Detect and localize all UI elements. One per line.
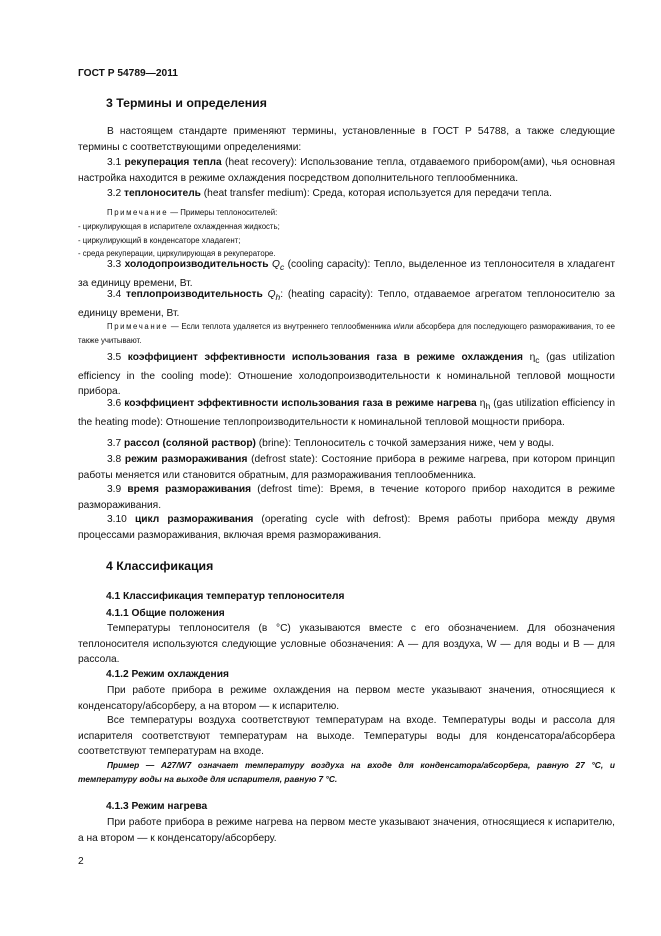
term-symbol-sub: h [485, 401, 491, 412]
term-number: 3.3 [107, 259, 122, 270]
subsection-4-1-2-title: 4.1.2 Режим охлаждения [106, 669, 229, 680]
term-definition: (operating cycle with defrost): Время работы прибора между двумя процессами размораживания, включая время размораживания. [78, 514, 615, 541]
term-definition: (cooling capacity): Тепло, выделенное из теплоносителя в хладагент за единицу времени, Вт. [78, 259, 615, 289]
term-definition: (gas utilization efficiency in the cooling mode): Отношение холодопроизводительности к номинальной тепловой мощности прибора. [78, 352, 615, 398]
term-number: 3.10 [107, 514, 127, 525]
paragraph-4-1-1: Температуры теплоносителя (в °С) указываются вместе с его обозначением. Для обозначения теплоносителя используются следующие условные обозначения: А — для воздуха, W — для воды и В — для рассола. [78, 623, 615, 666]
term-symbol-sub: c [535, 355, 540, 366]
subsection-4-1-1-title: 4.1.1 Общие положения [106, 608, 225, 619]
term-3-4 [78, 287, 615, 321]
term-3-8 [78, 452, 615, 483]
term-name: коэффициент эффективности использования газа в режиме охлаждения [127, 352, 523, 363]
term-name: рекуперация тепла [124, 157, 222, 168]
term-number: 3.5 [107, 352, 122, 363]
term-number: 3.4 [107, 289, 122, 300]
term-name: теплоноситель [124, 188, 201, 199]
example-note: Пример — А27/W7 означает температуру воздуха на входе для конденсатора/абсорбера, равную 27 °С, и температуру воды на выходе для испарителя, равную 7 °С. [78, 760, 615, 784]
paragraph-4-1-2-a: При работе прибора в режиме охлаждения на первом месте указывают значения, относящиеся к конденсатору/абсорберу, а на втором — к испарителю. [78, 685, 615, 712]
note-text: — Примеры теплоносителей: [168, 208, 278, 217]
term-3-5 [78, 350, 615, 400]
term-definition: (defrost time): Время, в течение которого прибор находится в режиме размораживания. [78, 484, 615, 511]
document-header: ГОСТ Р 54789—2011 [78, 68, 178, 79]
page-number: 2 [78, 856, 84, 867]
note-1-item: - циркулирующая в испарителе охлажденная жидкость; [78, 221, 280, 231]
term-definition: (gas utilization efficiency in the heating mode): Отношение теплопроизводительности к номинальной тепловой мощности прибора. [78, 398, 615, 428]
term-3-10 [78, 512, 615, 543]
term-name: режим размораживания [124, 454, 248, 465]
term-name: время размораживания [127, 484, 252, 495]
term-3-7 [78, 436, 615, 452]
term-3-1 [78, 155, 615, 186]
paragraph-4-1-2-b: Все температуры воздуха соответствуют температурам на входе. Температуры воды и рассола для испарителя соответствуют температурам на выходе. Температуры воды для конденсатора/абсорбера соответствуют температурам на входе. [78, 715, 615, 758]
term-symbol: Q [267, 289, 276, 300]
term-name: цикл размораживания [134, 514, 254, 525]
term-definition: (heat recovery): Использование тепла, отдаваемого прибором(ами), чья основная настройка находится в режиме охлаждения посредством дополнительного теплообменника. [78, 157, 615, 184]
term-number: 3.7 [107, 438, 122, 449]
term-3-2 [78, 186, 615, 202]
term-name: холодопроизводительность [124, 259, 269, 270]
note-label: Примечание [107, 322, 169, 331]
note-2 [78, 320, 615, 348]
term-definition: (heat transfer medium): Среда, которая используется для передачи тепла. [200, 188, 552, 199]
term-name: рассол (соляной раствор) [124, 438, 256, 449]
term-number: 3.9 [107, 484, 122, 495]
term-number: 3.2 [107, 188, 122, 199]
term-symbol: η [479, 398, 486, 409]
note-1-item: - среда рекуперации, циркулирующая в рекуператоре. [78, 249, 276, 259]
note-1 [78, 206, 615, 261]
section-3-intro: В настоящем стандарте применяют термины, установленные в ГОСТ Р 54788, а также следующие термины с соответствующими определениями: [78, 126, 615, 153]
note-1-item: - циркулирующий в конденсаторе хладагент; [78, 235, 241, 245]
note-1-head [78, 206, 615, 220]
term-definition: (brine): Теплоноситель с точкой замерзания ниже, чем у воды. [255, 438, 555, 449]
term-number: 3.8 [107, 454, 122, 465]
subsection-4-1-title: 4.1 Классификация температур теплоносителя [106, 591, 345, 602]
term-symbol-sub: c [279, 262, 285, 273]
term-definition: : (heating capacity): Тепло, отдаваемое агрегатом теплоносителю за единицу времени, Вт. [78, 289, 615, 319]
term-symbol: Q [272, 259, 280, 270]
term-3-9 [78, 482, 615, 513]
term-name: теплопроизводительность [125, 289, 263, 300]
term-number: 3.6 [107, 398, 122, 409]
term-definition: (defrost state): Состояние прибора в режиме нагрева, при котором принцип работы меняется или становится обратным, для размораживания теплообменника. [78, 454, 615, 481]
section-3-title: 3 Термины и определения [106, 96, 267, 110]
note-label: Примечание [107, 208, 169, 217]
term-3-6 [78, 396, 615, 430]
subsection-4-1-3-title: 4.1.3 Режим нагрева [106, 801, 208, 812]
term-symbol: η [529, 352, 536, 363]
section-4-title: 4 Классификация [106, 559, 214, 573]
paragraph-4-1-3: При работе прибора в режиме нагрева на первом месте указывают значения, относящиеся к испарителю, а на втором — к конденсатору/абсорберу. [78, 817, 615, 844]
term-name: коэффициент эффективности использования газа в режиме нагрева [124, 398, 477, 409]
term-number: 3.1 [107, 157, 122, 168]
term-symbol-sub: h [275, 292, 281, 303]
note-text: — Если теплота удаляется из внутреннего теплообменника и/или абсорбера для последующего размораживания, то ее также учитывают. [78, 322, 615, 345]
